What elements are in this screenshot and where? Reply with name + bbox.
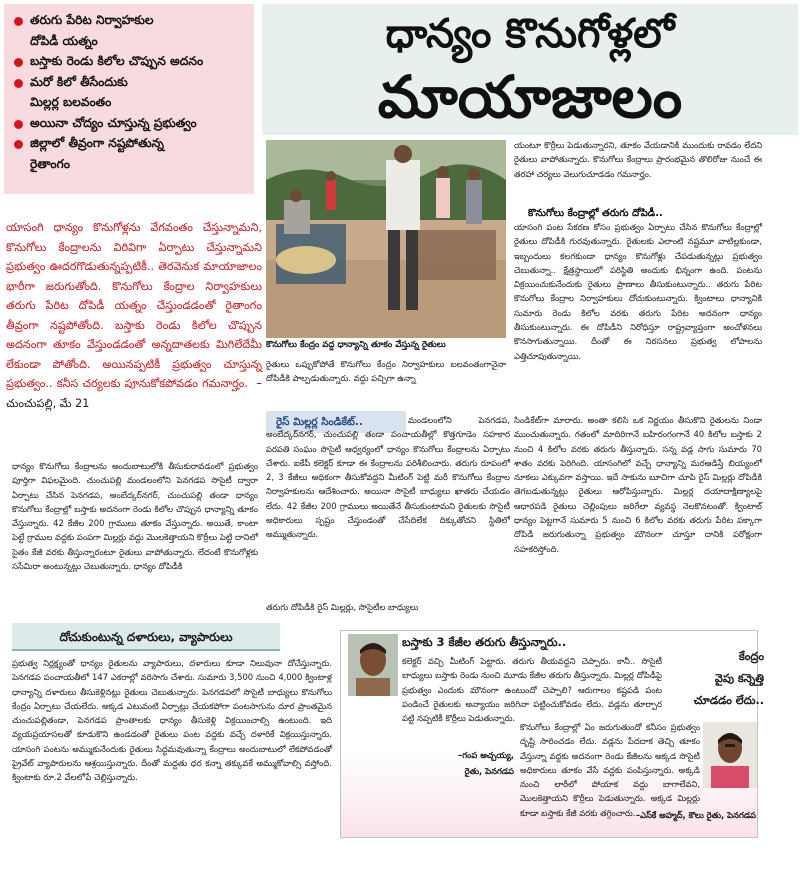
highlight-item: జిల్లాలో తీవ్రంగా నష్టపోతున్న: [12, 133, 250, 154]
dateline: – చుంచుపల్లి, మే 21: [6, 377, 262, 410]
column-right-mid-text: యాసంగి పంట సేకరణ కోసం ప్రభుత్వం ఏర్పాటు చేసిన కొనుగోలు కేంద్రాల్లో రైతులు దోపిడీకి గురవుతున్నారు. రైతులకు ఎలాంటి నష్టమూ వాటిల్లకుండా, ఇబ్బందులు కలగకుండా ధాన్యం కొనుగోళ్లు చేపడుతున్నట్లు ప్రభుత్వం చెబుతున్నా.. క్షేత్రస్థాయిలో పరిస్థితి అందుకు భిన్నంగా ఉంది. పంటను విక్రయించుకునేందుకు రైతులు ప్రాణాలు తీసుకుంటున్నారు.. తరుగు పేరిట కొనుగోలు కేంద్రాల నిర్వాహకులు దోచుకుంటున్నారు. క్వింటాలు ధాన్యానికి సుమారు రెండు కిలోల వరకు తరుగు పేరిట అదనంగా ధాన్యం తీసుకుంటున్నారు. ఈ దోపిడీని నిరోధిస్తూ రాష్ట్రవ్యాప్తంగా అంచోళనలు కొనసాగుతున్నాయి. దీంతో ఈ నిరసనలు ప్రభుత్వ లోపాలను ఎత్తిచూపుతున్నాయి.: [514, 222, 762, 361]
highlight-item: మిల్లర్ల బలవంతం: [30, 95, 112, 109]
highlight-item: తరుగు పేరిట నిర్వాహకుల: [12, 10, 250, 31]
column-mid-text: రైతులు ఒప్పుకోపోతే కొనుగోలు కేంద్రం నిర్వాహకులు బలవంతంగానైనా దోపిడీకి పాల్పడుతున్నారు. వద్దు పచ్చిగా ఉన్నా: [266, 359, 506, 384]
ricemill-subheading: రైస్ మిల్లర్ల సిండికేట్..: [266, 411, 406, 433]
photo-caption: కొనుగోలు కేంద్రం వద్ద ధాన్యాన్ని తూకం వేస్తున్న రైతులు: [266, 340, 446, 350]
farmer-photo-sk-ahmed: [703, 722, 757, 788]
highlight-item: బస్తాకు రెండు కిలోల చొప్పున అదనం: [12, 51, 250, 72]
byline-3: –ఎస్‌కే అహ్మద్, కౌలు రైతు, పెనగడప: [635, 810, 756, 820]
byline-2: రైతు, పెనగడప: [464, 766, 514, 776]
headline-line-2: మాయాజాలం: [377, 63, 683, 131]
highlights-box: [4, 4, 254, 194]
quote-text-1: కలెక్టర్ వచ్చి మీటింగ్ పెట్టారు. తరుగు తీయవద్దని చెప్పారు. కానీ.. సొసైటీ బాధ్యులు బస్తాకు రెండు నుంచి మూడు కేజీల తరుగు తీస్తున్నారు. మిల్లర్ల దోపిడీపై ప్రభుత్వం ఎందుకు మౌనంగా ఉంటుందో చెప్పాలి? ఆరుగాలం కష్టపడి పంట పండించే రైతులకు అన్యాయం జరిగినా పట్టించుకోవడం లేదు. వడ్లను తూర్పార పట్టి నప్పటికీ కొర్రీలు పెడుతున్నారు.: [402, 656, 662, 724]
ricemill-text-a-last: తరుగు దోపిడీకి రైస్ మిల్లర్లు, సొసైటీల బాధ్యులు: [266, 602, 419, 612]
broker-text: ప్రభుత్వ నిర్లక్ష్యంతో ధాన్యం రైతులను వ్యాపారులు, దళారులు కూడా నిలువునా దోచేస్తున్నారు. పెనగడప పంచాయతీలో 147 ఎకరాల్లో వరిసాగు చేశారు. సుమారు 3,500 నుంచి 4,000 క్వింటాళ్ల ధాన్యాన్ని దళారులు తీసుకెళ్లినట్లు రైతులు చెబుతున్నారు. పెనగడపలో సొసైటీ బాధ్యులు కొనుగోలు కేంద్రం ఏర్పాటు చేయలేదు. అక్కడ ఎటువంటి ఏర్పాట్లు చేయకపోగా పంటసాగును దూర ప్రాంతమైన చుంచుపల్లితండా, పెనగడప ప్రాంతాలకు ధాన్యం తీసుకెళ్లి విక్రయించాల్సి ఉంటుంది. ఇది వ్యయప్రయాసలతో కూడుకొని ఉండడంతో రైతులు పంట వద్దకు వచ్చే దళారికే విక్రయిస్తున్నారు. యాసంగి పంటను అమ్ముకునేందుకు రైతులు సిద్ధమవుతున్నా కేంద్రాలు అందుబాటులో లేకపోవడంతో ప్రైవేట్ వ్యాపారులను ఆశ్రయిస్తున్నారు. దీంతో మద్దతు ధర కన్నా తక్కువకే అమ్ముకోవాల్సి వస్తోంది. క్వింటాకు రూ.2 వేలలోపే చెల్లిస్తున్నారు.: [12, 658, 332, 783]
bullet-icon: [14, 120, 23, 129]
bullet-icon: [14, 17, 23, 26]
column-right-top-text: యంటూ కొర్రీలు పెడుతున్నారని, తూకం వేయడానికి ముందుకు రావడం లేదని రైతులు వాపోతున్నారు. కొనుగోలు కేంద్రాలు ప్రారంభమైన తొలిరోజు నుంచే ఈ తరహా చర్యలు వెలుగుచూడడం గమనార్హం.: [514, 140, 762, 179]
news-photo: [266, 140, 506, 338]
quote-text-2: కొనుగోలు కేంద్రాల్లో ఏం జరుగుతుందో కనీసం ప్రభుత్వం దృష్టి సారించడం లేదు. వడ్లను పేదదాక తెచ్చి తూకం వేస్తున్నా వద్దకు అదనంగా రెండు కేజీలను అక్కడ సొసైటీ అధికారులు తూకం వేసే వద్దకు పంపిస్తున్నారు. అక్కడి నుంచి లారీలో పోయాక వద్దు బాగాలేవని, మొలకెత్తాయని కొర్రీలు పెడుతున్నారు. అక్కడ మిల్లర్లు కూడా బస్తాకు కేజీ వరకు తగ్గించారు.: [520, 722, 700, 818]
quote-spacer: [344, 700, 400, 726]
ricemill-text-b: సిండికేట్‌గా మారారు. అంతా కలిసి ఒక నిర్ణయం తీసుకొని రైతులను నిండా ముంచుతున్నారు. గతంలో మాదిరిగానే బహిరంగంగానే 40 కిలోల బస్తాకు 2 నుంచి 4 కిలోల వరకు తరుగు తీస్తున్నారు. సన్న వడ్ల సాగు సుమారు 70 శాతం వరకు పెరిగింది. యాసంగిలో వచ్చే ధాన్యాన్ని మరఆడిస్తే బియ్యంలో నూకలు ఎక్కువగా వస్తాయి. ఇదే సాకును బూచిగా చూపి రైస్ మిల్లర్లు దోపిడీకి తెగబడుతున్నట్లు రైతులు ఆరోపిస్తున్నారు. మిల్లర్ల దయాదాక్షిణ్యాలపై ఆధారపడి రైతులు చెల్లింపులు జరిగేలా వ్యవస్థ నెలకొనటంతో. క్వింటాల్ ధాన్యం పెట్టగానే సుమారు 5 నుంచి 6 కిలోల వరకు తరుగు పేరిట పక్కాగా దోపిడీ జరుగుతున్నా ప్రభుత్వం మౌనంగా చూస్తూ దానికి పరోక్షంగా సహకరిస్తోంది.: [514, 415, 762, 554]
broker-subheading: దోచుకుంటున్న దళారులు, వ్యాపారులు: [12, 623, 280, 651]
side-heading-line-3: చూడడం లేదు..: [693, 694, 764, 707]
side-heading: [668, 646, 764, 712]
quote-heading: బస్తాకు 3 కేజీల తరుగు తీస్తున్నారు..: [402, 635, 567, 649]
highlight-item: అయినా చోద్యం చూస్తున్న ప్రభుత్వం: [12, 113, 250, 134]
farmer-photo-gampa-achchayya: [348, 634, 398, 696]
bullet-icon: [14, 140, 23, 149]
ricemill-text-a: మండలంలోని పెనగడప, అంబేద్కర్‌నగర్, చుంచుపల్లి తండా పంచాయతీల్లో కొత్తగూడెం సహకార పరపతి సంఘం సొసైటీ ఆధ్వర్యంలో ధాన్యం కొనుగోలు కేంద్రాలను ఏర్పాటు చేశారు. ఐకేపీ కలెక్టర్ కూడా ఈ కేంద్రాలను పరిశీలించారు. తరుగు రూపంలో 2, 3 కేజీలు అధికంగా తీసుకోవద్దని మీటింగ్ పెట్టి మరీ కొనుగోలు కేంద్రాల నిర్వాహకులను ఆదేశించారు. అయినా సొసైటీ బాధ్యులు ఖాతరు చేయడం లేదు. 42 కేజీల 200 గ్రాములు అయితేనే తీసుకుంటామని రైతులకు సొసైటీ అధికారులు స్పష్టం చేస్తుండంతో చేసేదిలేక దిక్కుతోచని స్థితిలో అమ్ముతున్నారు.: [266, 415, 510, 540]
subheading-right: కొనుగోలు కేంద్రాల్లో తరుగు దోపిడీ..: [528, 208, 663, 219]
highlight-item: మరో కిలో తీసేందుకు: [12, 72, 250, 93]
byline-1: –గంప అచ్చయ్య,: [458, 750, 514, 760]
headline-line-1: ధాన్యం కొనుగోళ్లలో: [385, 10, 675, 57]
bullet-icon: [14, 79, 23, 88]
side-heading-line-1: కేంద్రం: [738, 650, 764, 663]
lead-paragraph: యాసంగి ధాన్యం కొనుగోళ్లను వేగవంతం చేస్తున్నామని, కొనుగోలు కేంద్రాలను విరివిగా ఏర్పాటు చేస్తున్నామని ప్రభుత్వం ఊదరగొడుతున్నప్పటికీ.. తెరవెనుక మాయాజాలం భారీగా జరుగుతోంది. కొనుగోలు కేంద్రాల నిర్వాహకులు తరుగు పేరిట దోపిడీ యత్నం చేస్తుండడంతో రైతాంగం తీవ్రంగా నష్టపోతోంది. బస్తాకు రెండు కిలోల చొప్పున అదనంగా తూకం వేస్తుండడంతో అన్నదాతలకు మిగిలేదేమీ లేకుండా పోతోంది. అయినప్పటికీ ప్రభుత్వం చూస్తున్న ప్రభుత్వం.. కనీస చర్యలకు పూనుకోకపోవడం గమనార్హం. – చుంచుపల్లి, మే 21: [6, 221, 262, 410]
bullet-icon: [14, 58, 23, 67]
farmers-weighing-grain-photo: [266, 140, 506, 338]
column-left-text: ధాన్యం కొనుగోలు కేంద్రాలను అందుబాటులోకి తీసుకురావడంలో ప్రభుత్వం పూర్తిగా విఫలమైంది. చుంచుపల్లి మండలంలోని పెనగడప సొసైటీ ద్వారా ఏర్పాటు చేసిన పెనగడప, అంబేద్కర్‌నగర్, చుంచుపల్లి తండా ధాన్యం కొనుగోలు కేంద్రాల్లో బస్తాకు అదనంగా రెండు కిలోల చొప్పున ధాన్యాన్ని తూకం వేస్తున్నారు. 42 కేజీల 200 గ్రాములు తూకం వేస్తున్నారు. అయితే, కాంటా పెట్టే గ్రాముల వద్దకు పంపగా మిల్లర్లు వద్దు మొలకెత్తాయని కొర్రీలు పెట్టి దానిలో సైతం కేజీ వరకు తీస్తున్నారంటూ రైతులు వాపోతున్నారు. లేదంటే కొనుగోళ్లకు ససేమిరా అంటున్నట్లు చెబుతున్నారు. ధాన్యం దోపిడీకి: [12, 461, 258, 572]
highlight-item: రైతాంగం: [30, 156, 70, 171]
highlight-item: దోపిడీ యత్నం: [30, 33, 98, 48]
headline-box: [262, 4, 798, 135]
side-heading-line-2: వైపు కన్నెత్తి: [714, 672, 764, 685]
